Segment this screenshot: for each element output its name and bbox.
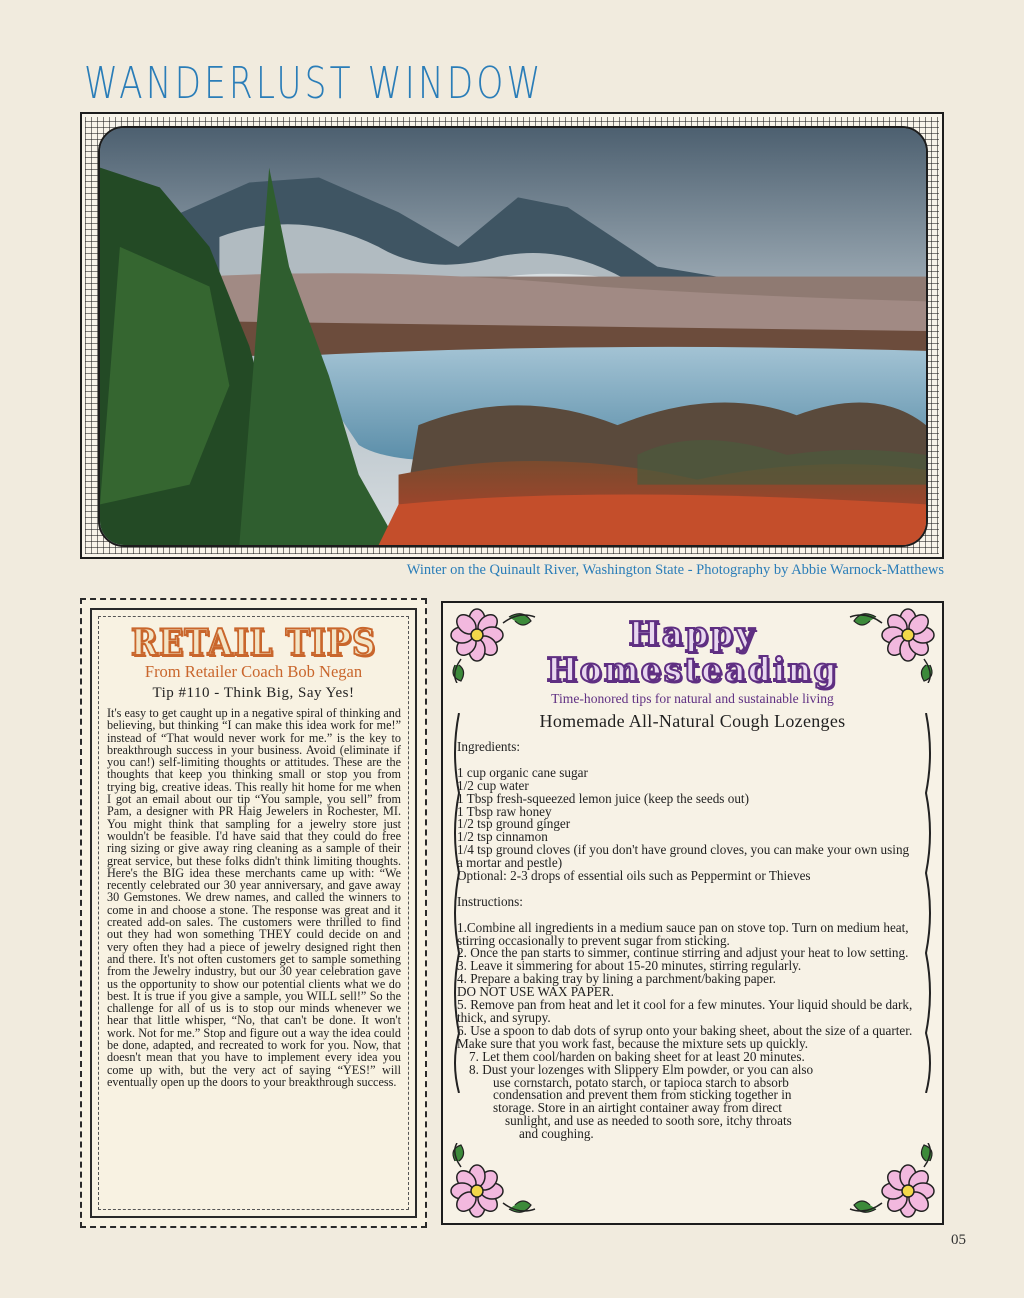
instruction-step: 5. Remove pan from heat and let it cool for a few minutes. Your liquid should be dark, thick, and syrupy. xyxy=(457,997,913,1025)
flower-icon xyxy=(846,1143,942,1223)
ingredient-item: 1/2 tsp cinnamon xyxy=(457,829,548,845)
instruction-line: use cornstarch, potato starch, or tapioca starch to absorb xyxy=(493,1074,789,1090)
instructions-label: Instructions: xyxy=(457,893,523,909)
masthead-title: WANDERLUST WINDOW xyxy=(84,58,544,109)
instruction-step: 1.Combine all ingredients in a medium sauce pan on stove top. Turn on medium heat, stirring occasionally to prevent sugar from sticking. xyxy=(457,919,909,948)
instruction-line: condensation and prevent them from sticking together in xyxy=(493,1087,792,1103)
instruction-step: 8. Dust your lozenges with Slippery Elm powder, or you can also xyxy=(469,1061,814,1077)
flower-corner-bottom-right xyxy=(846,1143,942,1223)
page-number: 05 xyxy=(951,1232,966,1248)
retail-tip-heading: Tip #110 - Think Big, Say Yes! xyxy=(152,685,355,701)
ingredient-item: 1 cup organic cane sugar xyxy=(457,764,588,780)
scroll-ornament-icon xyxy=(922,713,936,1093)
instruction-step: 4. Prepare a baking tray by lining a parchment/baking paper. xyxy=(457,971,776,987)
landscape-photo xyxy=(98,126,928,547)
retail-tips-byline: From Retailer Coach Bob Negan xyxy=(144,662,363,681)
flower-corner-bottom-left xyxy=(443,1143,539,1223)
instruction-line: storage. Store in an airtight container away from direct xyxy=(493,1100,782,1116)
photo-frame xyxy=(80,112,944,559)
instruction-line: sunlight, and use as needed to sooth sore, itchy throats xyxy=(505,1113,792,1129)
instruction-line: and coughing. xyxy=(519,1126,594,1142)
ingredient-item: Optional: 2-3 drops of essential oils such as Peppermint or Thieves xyxy=(457,868,811,884)
ingredient-item: 1/2 tsp ground ginger xyxy=(457,816,571,832)
recipe-title: Homemade All-Natural Cough Lozenges xyxy=(539,711,846,731)
homesteading-subtitle: Time-honored tips for natural and sustainable living xyxy=(551,691,834,706)
retail-tips-body: It's easy to get caught up in a negative spiral of thinking and believing, but thinking “I can make this idea work for me!” instead of “That would never work for me.” is the key to breakthrough success in your business. Avoid (eliminate if you can!) self-limiting thoughts or attitudes. These are the thoughts that keep you thinking small or stop you from trying big, creative ideas. This really hit home for me when I got an email about our tip “You sample, you sell” from Pam, a designer with PR Haig Jewelers in Rochester, MI. You might think that sampling for a jewelry store just wouldn't be feasible. I'd have said that they could do free ring sizing or give away ring cleaning as a sample of their great service, but these folks didn't think limiting thoughts. Here's the BIG idea these merchants came up with: “We recently celebrated our 30 year anniversary, and gave away 30 Gemstones. We drew names, and called the winners to come in and choose a stone. The response was great and it created add-on sales. The customers were thrilled to find out they had won something THEY could decide on and very often they had a piece of jewelry designed right then and there. It's not often customers get to sample something from the Jewelry industry, but our 30 year celebration gave us the opportunity to show our potential clients what we do best. It is true if you give a sample, you WILL sell!” So the challenge for all of us is to stop our minds whenever we hear that little whisper, “No, that can't be done. It won't work. Not for me.” Stop and figure out a way the idea could be done, adapted, and recreated to work for you. Now, that doesn't mean that you have to implement every idea you come up with, but the very act of saying “YES!” will eventually open up the doors to your breakthrough success. xyxy=(107,706,401,1089)
retail-tips-title: RETAIL TIPS xyxy=(130,622,377,664)
river-landscape-image xyxy=(100,128,926,545)
instruction-step: DO NOT USE WAX PAPER. xyxy=(457,984,614,1000)
ingredient-item: 1/2 cup water xyxy=(457,777,529,793)
instruction-step: 6. Use a spoon to dab dots of syrup onto your baking sheet, about the size of a quarter. Make sure that you work fast, because the mixture sets up quickly. xyxy=(457,1022,913,1051)
instruction-step: 2. Once the pan starts to simmer, continue stirring and adjust your heat to low setting. xyxy=(457,945,909,961)
ingredient-item: 1/4 tsp ground cloves (if you don't have ground cloves, you can make your own using a mortar and pestle) xyxy=(457,842,910,871)
ingredient-item: 1 Tbsp fresh-squeezed lemon juice (keep the seeds out) xyxy=(457,790,749,806)
photo-caption: Winter on the Quinault River, Washington State - Photography by Abbie Warnock-Matthews xyxy=(406,562,944,578)
scroll-ornament-right xyxy=(922,713,936,1093)
homesteading-title-line1: Happy xyxy=(628,614,757,653)
flower-icon xyxy=(443,1143,539,1223)
homesteading-title-line2: Homesteading xyxy=(546,650,839,689)
instruction-step: 3. Leave it simmering for about 15-20 minutes, stirring regularly. xyxy=(457,958,802,974)
ingredient-item: 1 Tbsp raw honey xyxy=(457,803,552,819)
instruction-step: 7. Let them cool/harden on baking sheet for at least 20 minutes. xyxy=(469,1048,805,1064)
ingredients-label: Ingredients: xyxy=(457,739,520,754)
recipe-body xyxy=(457,741,917,1141)
